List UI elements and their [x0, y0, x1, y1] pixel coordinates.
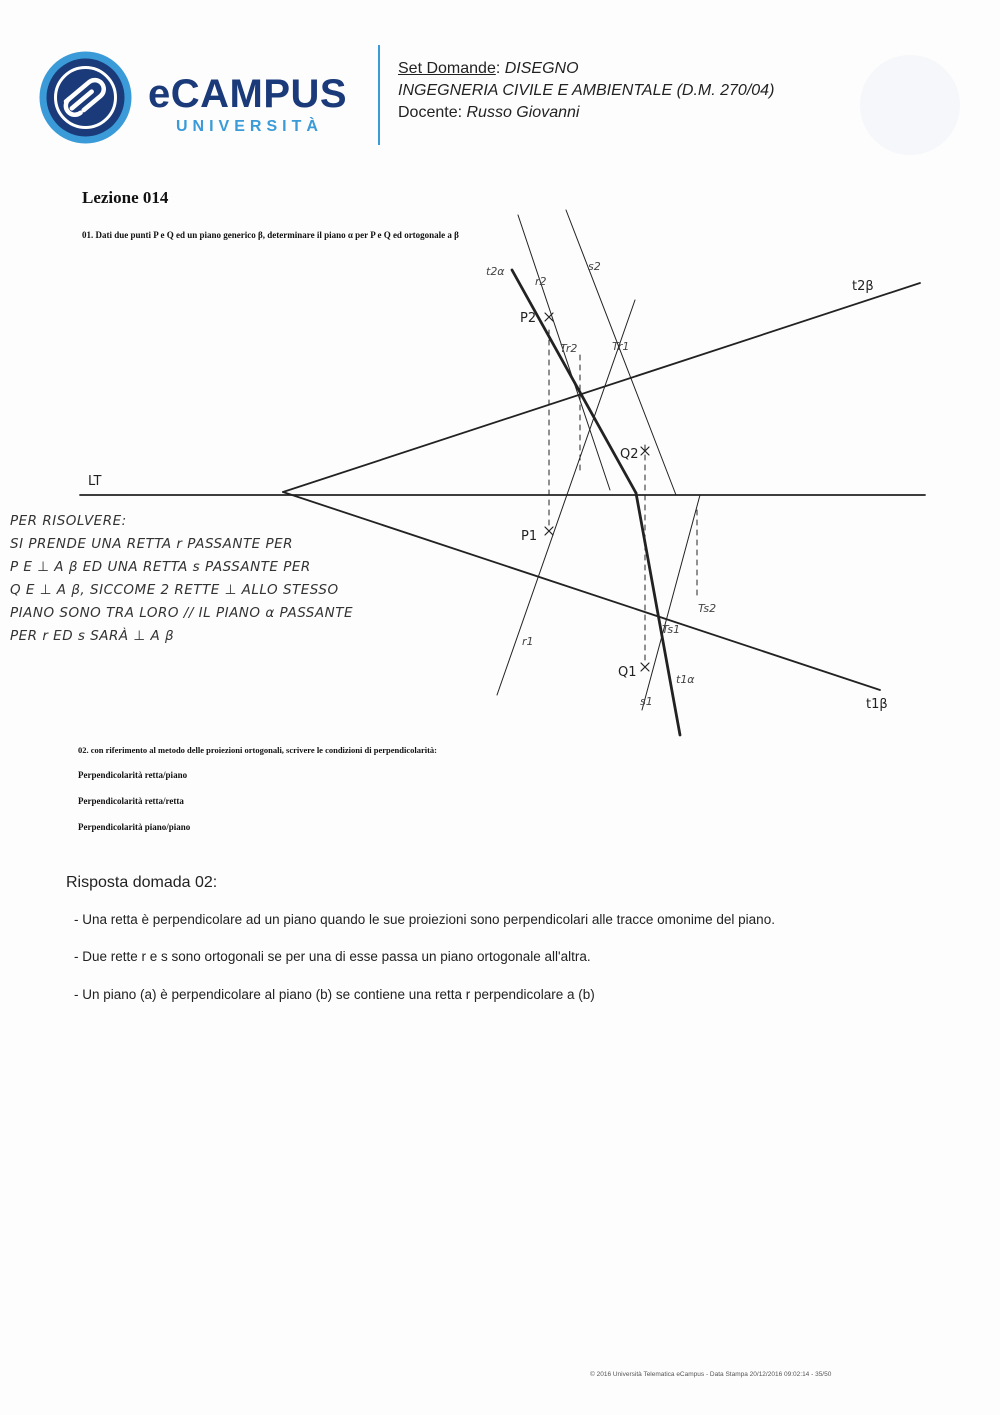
label-tr2: Tr2: [560, 342, 578, 355]
label-s1: s1: [640, 695, 653, 708]
label-p1: P1: [521, 529, 538, 544]
set-value: DISEGNO: [504, 60, 579, 77]
label-tr1: Tr1: [612, 340, 630, 353]
note-line: Q E ⊥ A β, SICCOME 2 RETTE ⊥ ALLO STESSO: [10, 582, 339, 598]
brand-name: eCAMPUS: [148, 72, 348, 116]
header-info: Set Domande: DISEGNO INGEGNERIA CIVILE E AMBIENTALE (D.M. 270/04) Docente: Russo Giovanni: [398, 60, 775, 121]
brand-subtitle: UNIVERSITÀ: [176, 118, 323, 135]
label-p2: P2: [520, 311, 537, 326]
label-q1: Q1: [618, 665, 637, 680]
note-line: PIANO SONO TRA LORO // IL PIANO α PASSANTE: [10, 605, 353, 621]
label-ts2: Ts2: [698, 602, 717, 615]
note-line: PER RISOLVERE:: [10, 513, 127, 529]
label-r1: r1: [522, 635, 534, 648]
answer-item: - Una retta è perpendicolare ad un piano quando le sue proiezioni sono perpendicolari alle tracce omonime del piano.: [74, 912, 775, 927]
teacher-name: Russo Giovanni: [466, 104, 580, 121]
condition-piano-piano: Perpendicolarità piano/piano: [78, 822, 191, 832]
label-ts1: Ts1: [662, 623, 681, 636]
answer-item: - Due rette r e s sono ortogonali se per una di esse passa un piano ortogonale all'altra.: [74, 949, 591, 964]
point-q1: [641, 663, 649, 671]
lesson-title: Lezione 014: [82, 188, 169, 207]
watermark-seal: [860, 55, 960, 155]
note-line: PER r ED s SARÀ ⊥ A β: [10, 628, 175, 644]
ecampus-seal-icon: [38, 50, 133, 145]
answer-item: - Un piano (a) è perpendicolare al piano (b) se contiene una retta r perpendicolare a (b): [74, 987, 595, 1002]
page-footer: © 2016 Università Telematica eCampus - Data Stampa 20/12/2016 09:02:14 - 35/50: [590, 1371, 832, 1378]
label-t1-alpha: t1α: [676, 673, 695, 686]
condition-retta-piano: Perpendicolarità retta/piano: [78, 770, 188, 780]
condition-retta-retta: Perpendicolarità retta/retta: [78, 796, 184, 806]
question-02: 02. con riferimento al metodo delle proiezioni ortogonali, scrivere le condizioni di perpendicolarità:: [78, 745, 437, 755]
course-name: INGEGNERIA CIVILE E AMBIENTALE (D.M. 270/04): [398, 82, 775, 99]
trace-t2-beta: [283, 283, 920, 492]
note-line: P E ⊥ A β ED UNA RETTA s PASSANTE PER: [10, 559, 311, 575]
answer-title: Risposta domada 02:: [66, 874, 218, 891]
orthogonal-projection-drawing: [0, 190, 1000, 750]
label-s2: s2: [588, 260, 601, 273]
label-t2-beta: t2β: [852, 279, 874, 294]
label-q2: Q2: [620, 447, 639, 462]
question-01: 01. Dati due punti P e Q ed un piano generico β, determinare il piano α per P e Q ed ortogonale a β: [82, 230, 459, 240]
teacher-label: Docente:: [398, 104, 463, 121]
note-line: SI PRENDE UNA RETTA r PASSANTE PER: [10, 536, 294, 552]
label-t1-beta: t1β: [866, 697, 888, 712]
label-lt: LT: [88, 474, 102, 489]
label-r2: r2: [535, 275, 547, 288]
set-label: Set Domande: [398, 60, 496, 77]
ecampus-logo: [38, 50, 368, 145]
header-divider: [378, 45, 380, 145]
point-p1: [545, 527, 553, 535]
label-t2-alpha: t2α: [486, 265, 505, 278]
handwritten-note: [10, 510, 480, 648]
